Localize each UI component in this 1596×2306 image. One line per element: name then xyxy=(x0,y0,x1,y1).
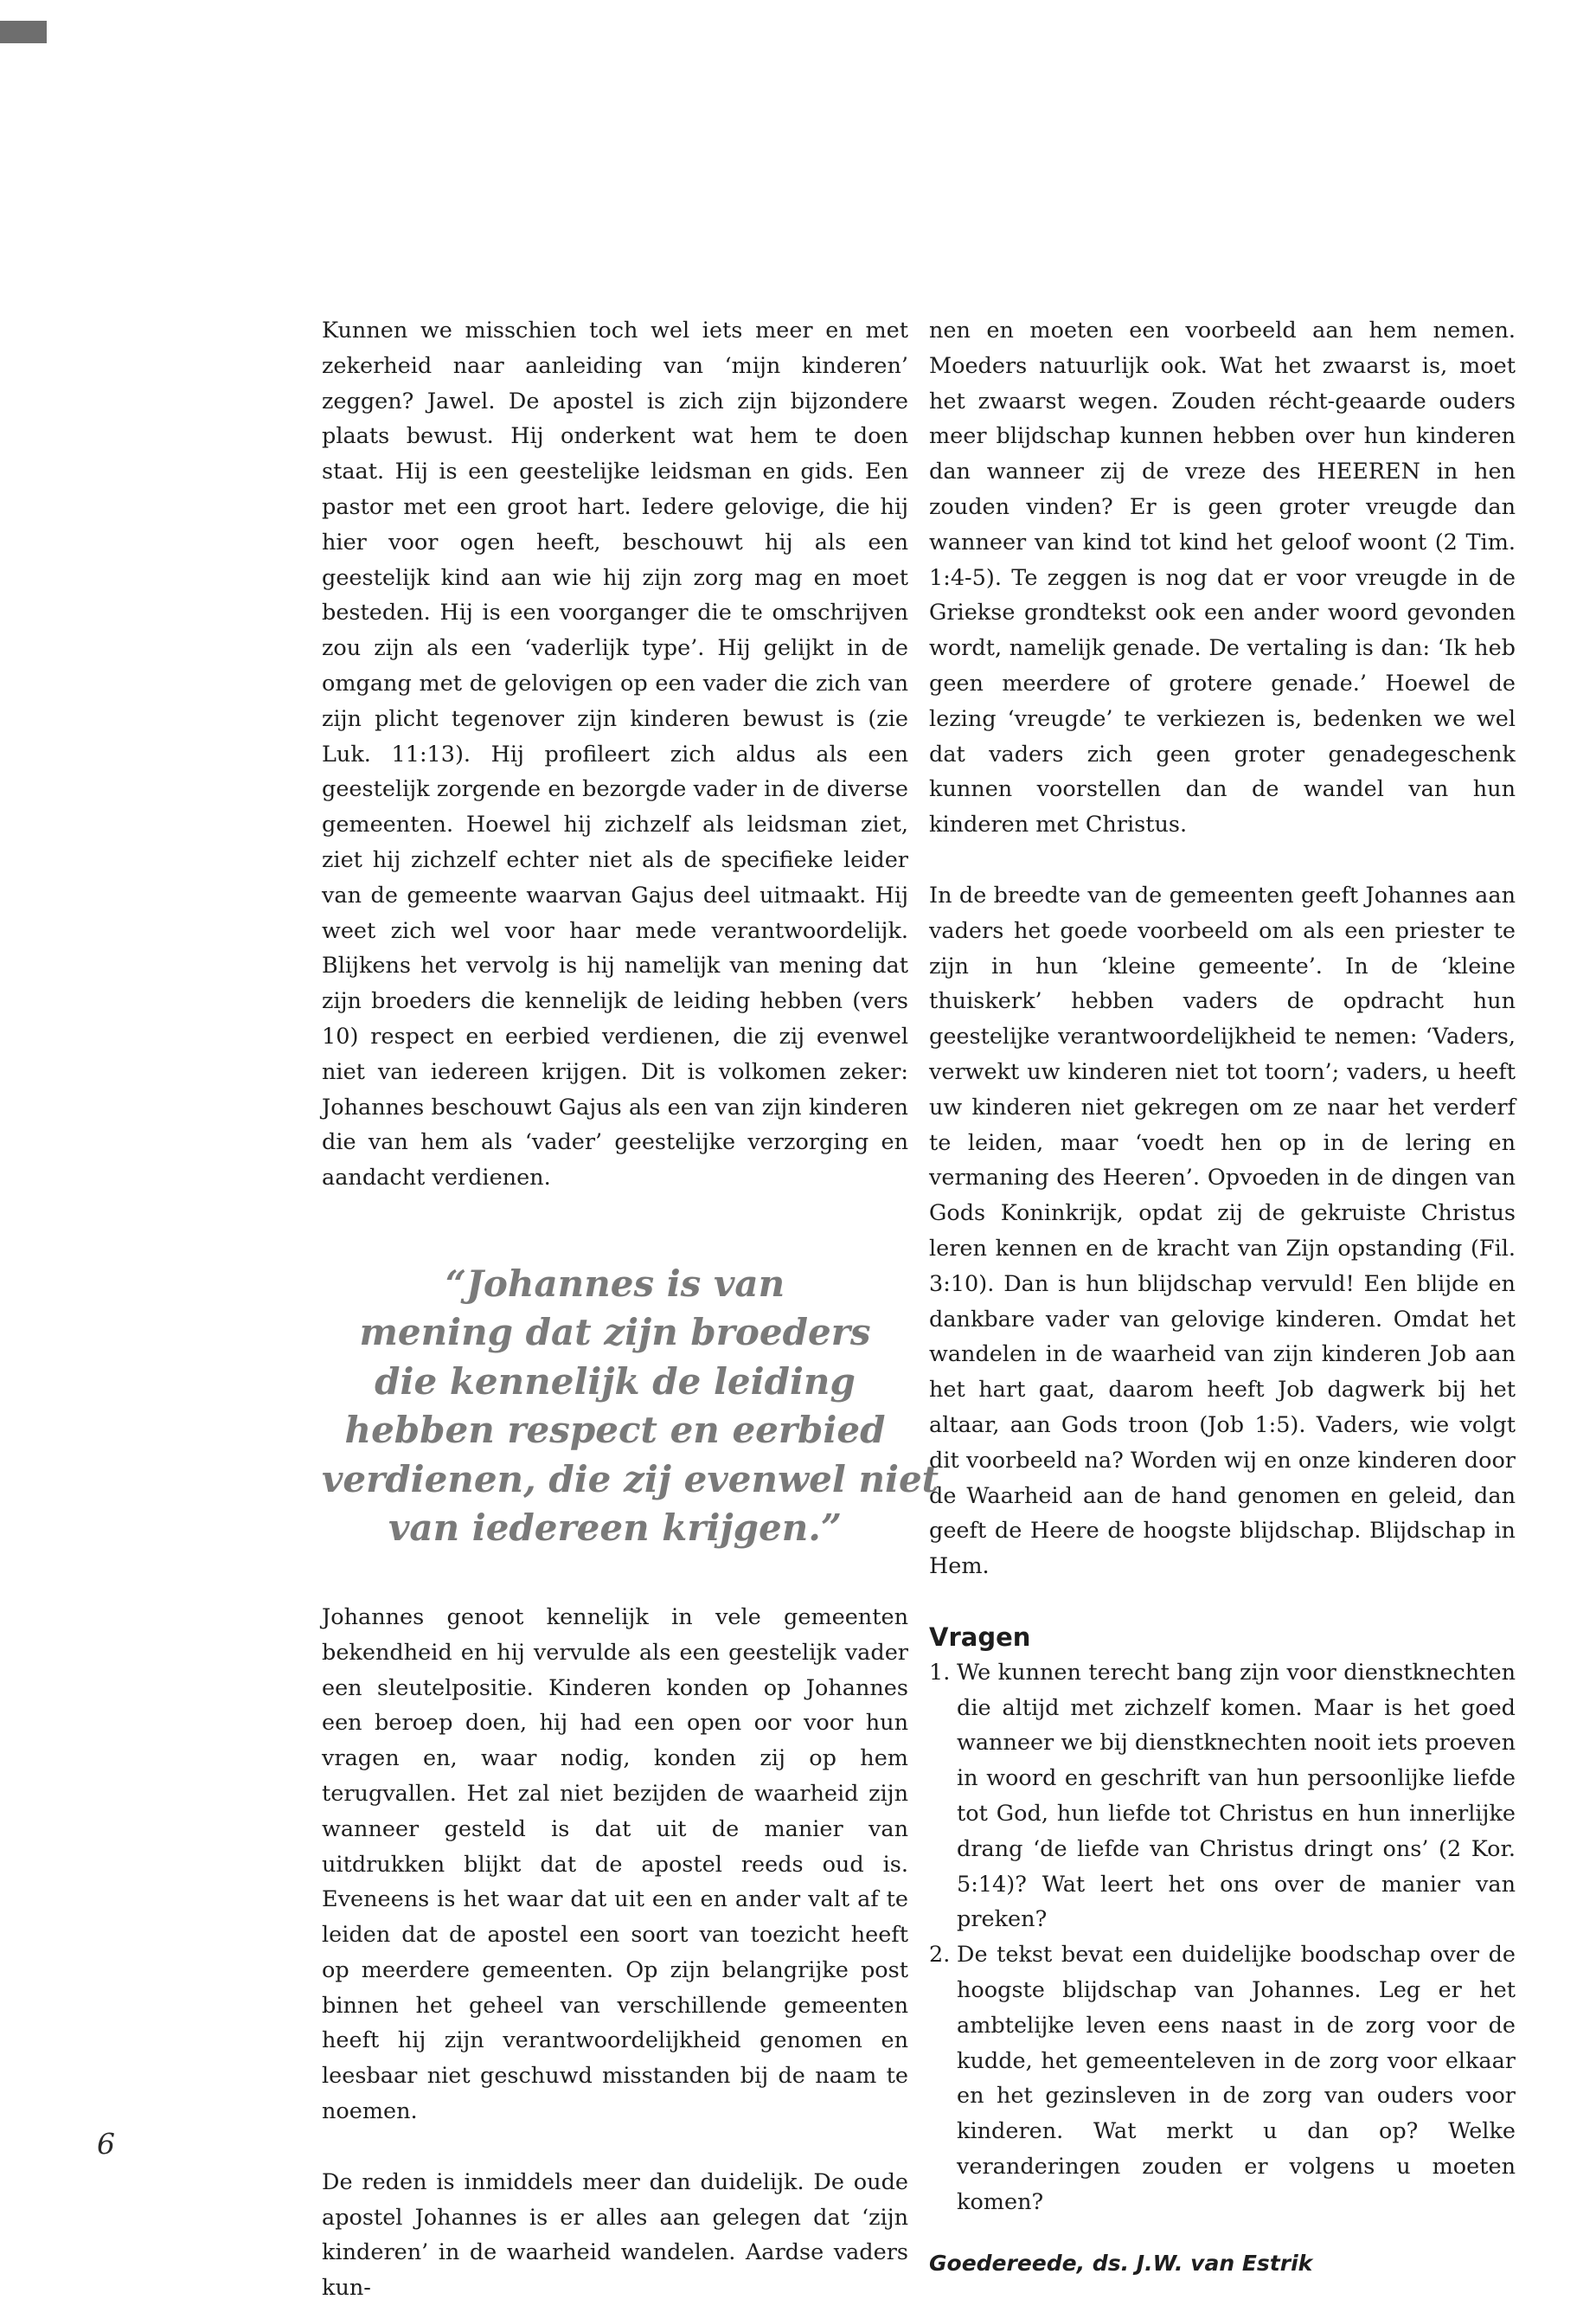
list-item xyxy=(929,1937,1516,2219)
list-item-text: We kunnen terecht bang zijn voor dienstknechten die altijd met zichzelf komen. Maar is het goed wanneer we bij dienstknechten nooit iets proeven in woord en geschrift van hun persoonlijke liefde tot God, hun liefde tot Christus en hun innerlijke drang ‘de liefde van Christus dringt ons’ (2 Kor. 5:14)? Wat leert het ons over de manier van preken? xyxy=(957,1659,1516,1933)
paragraph: Johannes genoot kennelijk in vele gemeenten bekendheid en hij vervulde als een geestelijk vader een sleutelpositie. Kinderen konden op Johannes een beroep doen, hij had een open oor voor hun vragen en, waar nodig, konden zij op hem terugvallen. Het zal niet bezijden de waarheid zijn wanneer gesteld is dat uit de manier van uitdrukken blijkt dat de apostel reeds oud is. Eveneens is het waar dat uit een en ander valt af te leiden dat de apostel een soort van toezicht heeft op meerdere gemeenten. Op zijn belangrijke post binnen het geheel van verschillende gemeenten heeft hij zijn verantwoordelijkheid genomen en leesbaar niet geschuwd misstanden bij de naam te noemen. xyxy=(322,1603,908,2125)
questions-list xyxy=(929,1655,1516,2220)
pull-quote-line: hebben respect en eerbied xyxy=(344,1409,886,1452)
list-item-number: 2. xyxy=(929,1942,951,1969)
paragraph: nen en moeten een voorbeeld aan hem nemen. Moeders natuurlijk ook. Wat het zwaarst is, moet het zwaarst wegen. Zouden récht-geaarde ouders meer blijdschap kunnen hebben over hun kinderen dan wanneer zij de vreze des HEEREN in hen zouden vinden? Er is geen groter vreugde dan wanneer van kind tot kind het geloof woont (2 Tim. 1:4-5). Te zeggen is nog dat er voor vreugde in de Griekse grondtekst ook een ander woord gevonden wordt, namelijk genade. De vertaling is dan: ‘Ik heb geen meerdere of grotere genade.’ Hoewel de lezing ‘vreugde’ te verkiezen is, bedenken we wel dat vaders zich geen groter genadegeschenk kunnen voorstellen dan de wandel van hun kinderen met Christus. xyxy=(929,318,1516,838)
pull-quote-line: mening dat zijn broeders xyxy=(359,1311,871,1354)
pull-quote-line: verdienen, die zij evenwel niet xyxy=(322,1457,939,1500)
paragraph: De reden is inmiddels meer dan duidelijk. De oude apostel Johannes is er alles aan gelegen dat ‘zijn kinderen’ in de waarheid wandelen. Aardse vaders kun- xyxy=(322,2168,908,2302)
pull-quote-line: “Johannes is van xyxy=(445,1262,785,1305)
author-signature: Goedereede, ds. J.W. van Estrik xyxy=(929,2250,1313,2276)
corner-tab-mark xyxy=(0,21,47,43)
list-item-text: De tekst bevat een duidelijke boodschap over de hoogste blijdschap van Johannes. Leg er het ambtelijke leven eens naast in de zorg voor de kudde, het gemeenteleven in de zorg voor elkaar en het gezinsleven in de zorg van ouders voor kinderen. Wat merkt u dan op? Welke veranderingen zouden er volgens u moeten komen? xyxy=(957,1942,1516,2215)
pull-quote-line: van iedereen krijgen.” xyxy=(388,1506,843,1550)
right-column xyxy=(929,313,1516,2281)
list-item xyxy=(929,1655,1516,1937)
section-heading: Vragen xyxy=(929,1622,1031,1652)
pull-quote-line: die kennelijk de leiding xyxy=(375,1359,856,1403)
paragraph: In de breedte van de gemeenten geeft Johannes aan vaders het goede voorbeeld om als een priester te zijn in hun ‘kleine gemeente’. In de ‘kleine thuiskerk’ hebben vaders de opdracht hun geestelijke verantwoordelijkheid te nemen: ‘Vaders, verwekt uw kinderen niet tot toorn’; vaders, u heeft uw kinderen niet gekregen om ze naar het verderf te leiden, maar ‘voedt hen op in de lering en vermaning des Heeren’. Opvoeden in de dingen van Gods Koninkrijk, opdat zij de gekruiste Christus leren kennen en de kracht van Zijn opstanding (Fil. 3:10). Dan is hun blijdschap vervuld! Een blijde en dankbare vader van gelovige kinderen. Omdat het wandelen in de waarheid van zijn kinderen Job aan het hart gaat, daarom heeft Job dagwerk bij het altaar, aan Gods troon (Job 1:5). Vaders, wie volgt dit voorbeeld na? Worden wij en onze kinderen door de Waarheid aan de hand genomen en geleid, dan geeft de Heere de hoogste blijdschap. Blijdschap in Hem. xyxy=(929,882,1516,1580)
list-item-number: 1. xyxy=(929,1659,951,1686)
paragraph: Kunnen we misschien toch wel iets meer en met zekerheid naar aanleiding van ‘mijn kinderen’ zeggen? Jawel. De apostel is zich zijn bijzondere plaats bewust. Hij onderkent wat hem te doen staat. Hij is een geestelijke leidsman en gids. Een pastor met een groot hart. Iedere gelovige, die hij hier voor ogen heeft, beschouwt hij als een geestelijk kind aan wie hij zijn zorg mag en moet besteden. Hij is een voorganger die te omschrijven zou zijn als een ‘vaderlijk type’. Hij gelijkt in de omgang met de gelovigen op een vader die zich van zijn plicht tegenover zijn kinderen bewust is (zie Luk. 11:13). Hij profileert zich aldus als een geestelijk zorgende en bezorgde vader in de diverse gemeenten. Hoewel hij zichzelf als leidsman ziet, ziet hij zichzelf echter niet als de specifieke leider van de gemeente waarvan Gajus deel uitmaakt. Hij weet zich wel voor haar mede verantwoordelijk. Blijkens het vervolg is hij namelijk van mening dat zijn broeders die kennelijk de leiding hebben (vers 10) respect en eerbied verdienen, die zij evenwel niet van iedereen krijgen. Dit is volkomen zeker: Johannes beschouwt Gajus als een van zijn kinderen die van hem als ‘vader’ geestelijke verzorging en aandacht verdienen. xyxy=(322,318,908,1192)
page-number: 6 xyxy=(97,2127,115,2161)
left-column xyxy=(322,313,939,2306)
pull-quote xyxy=(322,1260,939,1553)
